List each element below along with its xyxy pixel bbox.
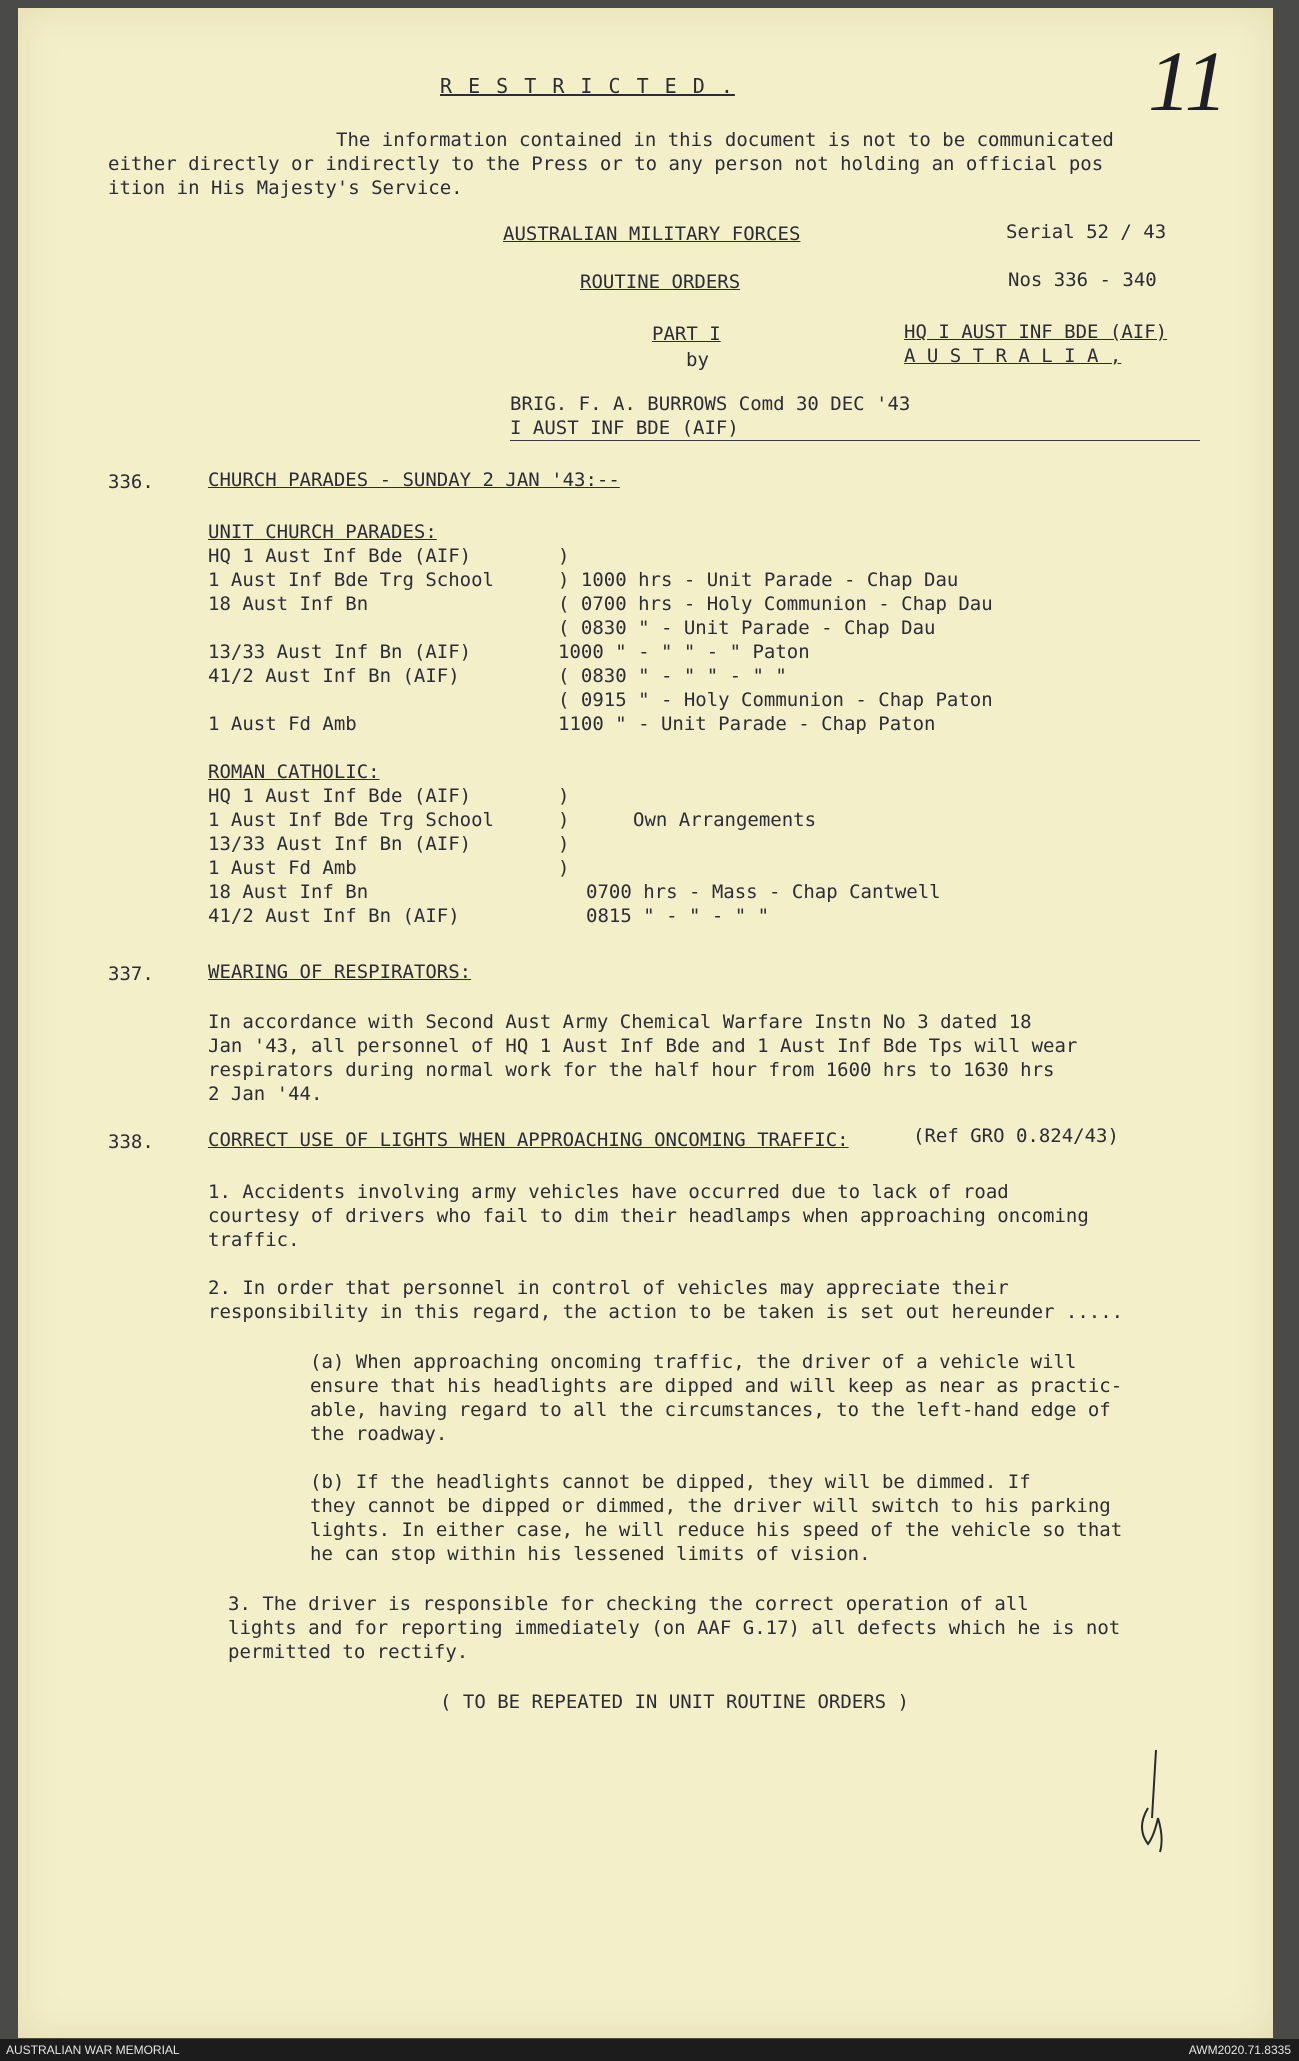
parade-time-row: ( 0700 hrs - Holy Communion - Chap Dau xyxy=(558,593,993,615)
parade-time-row: 1000 " - " " - " Paton xyxy=(558,641,810,663)
header-rule xyxy=(510,440,1200,441)
unit-line: I AUST INF BDE (AIF) xyxy=(510,417,739,439)
classification-heading: R E S T R I C T E D . xyxy=(440,74,735,98)
document-page xyxy=(18,8,1273,2038)
rc-brackets: ) ) ) ) xyxy=(558,785,570,879)
paragraph-1-line: 1. Accidents involving army vehicles have occurred due to lack of road xyxy=(208,1181,1009,1203)
respirators-line: 2 Jan '44. xyxy=(208,1083,323,1105)
section-336-heading: CHURCH PARADES - SUNDAY 2 JAN '43:-- xyxy=(208,469,620,491)
mass-time-row: 0815 " - " - " " xyxy=(586,905,770,927)
footer-accession-number: AWM2020.71.8335 xyxy=(1188,2043,1291,2057)
own-arrangements: Own Arrangements xyxy=(633,809,817,831)
intro-line-1: The information contained in this document is not to be communicated xyxy=(336,129,1114,151)
handwritten-folio-number: 11 xyxy=(1148,33,1228,129)
unit-name: HQ 1 Aust Inf Bde (AIF) xyxy=(208,545,472,567)
paragraph-1-line: traffic. xyxy=(208,1229,300,1251)
parade-time-row: ( 0915 " - Holy Communion - Chap Paton xyxy=(558,689,993,711)
parade-time-row: ( 0830 " - " " - " " xyxy=(558,665,787,687)
respirators-line: respirators during normal work for the half hour from 1600 hrs to 1630 hrs xyxy=(208,1059,1055,1081)
intro-line-2: either directly or indirectly to the Press or to any person not holding an official pos xyxy=(108,153,1104,175)
section-338-reference: (Ref GRO 0.824/43) xyxy=(913,1125,1119,1147)
routine-orders-label: ROUTINE ORDERS xyxy=(580,271,741,293)
unit-name: 41/2 Aust Inf Bn (AIF) xyxy=(208,665,460,687)
paragraph-b-line: he can stop within his lessened limits of vision. xyxy=(310,1543,871,1565)
paragraph-b-line: lights. In either case, he will reduce his speed of the vehicle so that xyxy=(310,1519,1123,1541)
paragraph-3-line: permitted to rectify. xyxy=(228,1641,469,1663)
unit-name: 1 Aust Fd Amb xyxy=(208,713,357,735)
part-label: PART I xyxy=(652,323,721,345)
roman-catholic-heading: ROMAN CATHOLIC: xyxy=(208,761,380,783)
rc-unit-name: 1 Aust Fd Amb xyxy=(208,857,357,879)
paragraph-2-line: 2. In order that personnel in control of vehicles may appreciate their xyxy=(208,1277,1009,1299)
paragraph-b-line: they cannot be dipped or dimmed, the driver will switch to his parking xyxy=(310,1495,1111,1517)
paragraph-a-line: (a) When approaching oncoming traffic, the driver of a vehicle will xyxy=(310,1351,1077,1373)
by-label: by xyxy=(686,349,709,371)
rc-unit-name: HQ 1 Aust Inf Bde (AIF) xyxy=(208,785,472,807)
location-label: A U S T R A L I A , xyxy=(904,345,1122,367)
section-337-heading: WEARING OF RESPIRATORS: xyxy=(208,961,472,983)
respirators-line: Jan '43, all personnel of HQ 1 Aust Inf Bde and 1 Aust Inf Bde Tps will wear xyxy=(208,1035,1078,1057)
unit-church-parades-heading: UNIT CHURCH PARADES: xyxy=(208,521,437,543)
paragraph-a-line: able, having regard to all the circumstances, to the left-hand edge of xyxy=(310,1399,1111,1421)
unit-name: 13/33 Aust Inf Bn (AIF) xyxy=(208,641,472,663)
paragraph-2-line: responsibility in this regard, the action to be taken is set out hereunder ..... xyxy=(208,1301,1124,1323)
rc-unit-name: 18 Aust Inf Bn xyxy=(208,881,369,903)
unit-name: 1 Aust Inf Bde Trg School xyxy=(208,569,494,591)
commander-line: BRIG. F. A. BURROWS Comd 30 DEC '43 xyxy=(510,393,911,415)
paragraph-1-line: courtesy of drivers who fail to dim their headlamps when approaching oncoming xyxy=(208,1205,1089,1227)
parade-time-row: ) xyxy=(558,545,570,567)
paragraph-3-line: lights and for reporting immediately (on AAF G.17) all defects which he is not xyxy=(228,1617,1121,1639)
section-336-number: 336. xyxy=(108,471,154,493)
paragraph-b-line: (b) If the headlights cannot be dipped, they will be dimmed. If xyxy=(310,1471,1031,1493)
rc-unit-name: 41/2 Aust Inf Bn (AIF) xyxy=(208,905,460,927)
parade-time-row: ( 0830 " - Unit Parade - Chap Dau xyxy=(558,617,936,639)
unit-name: 18 Aust Inf Bn xyxy=(208,593,369,615)
header-title: AUSTRALIAN MILITARY FORCES xyxy=(503,223,801,245)
mass-time-row: 0700 hrs - Mass - Chap Cantwell xyxy=(586,881,941,903)
parade-time-row: ) 1000 hrs - Unit Parade - Chap Dau xyxy=(558,569,959,591)
section-337-number: 337. xyxy=(108,963,154,985)
section-338-heading: CORRECT USE OF LIGHTS WHEN APPROACHING ONCOMING TRAFFIC: xyxy=(208,1129,849,1151)
paragraph-a-line: the roadway. xyxy=(310,1423,448,1445)
rc-unit-name: 13/33 Aust Inf Bn (AIF) xyxy=(208,833,472,855)
handwritten-initials xyxy=(1118,1748,1178,1858)
section-338-number: 338. xyxy=(108,1131,154,1153)
serial-number: Serial 52 / 43 xyxy=(1006,221,1167,243)
archive-footer xyxy=(0,2039,1299,2061)
intro-line-3: ition in His Majesty's Service. xyxy=(108,177,463,199)
rc-unit-name: 1 Aust Inf Bde Trg School xyxy=(208,809,494,831)
hq-label: HQ I AUST INF BDE (AIF) xyxy=(904,321,1168,343)
footer-institution: AUSTRALIAN WAR MEMORIAL xyxy=(6,2043,180,2057)
paragraph-a-line: ensure that his headlights are dipped and will keep as near as practic- xyxy=(310,1375,1123,1397)
paragraph-3-line: 3. The driver is responsible for checking the correct operation of all xyxy=(228,1593,1029,1615)
repeat-notice: ( TO BE REPEATED IN UNIT ROUTINE ORDERS ) xyxy=(440,1691,909,1713)
parade-time-row: 1100 " - Unit Parade - Chap Paton xyxy=(558,713,936,735)
order-numbers: Nos 336 - 340 xyxy=(1008,269,1157,291)
respirators-line: In accordance with Second Aust Army Chemical Warfare Instn No 3 dated 18 xyxy=(208,1011,1032,1033)
